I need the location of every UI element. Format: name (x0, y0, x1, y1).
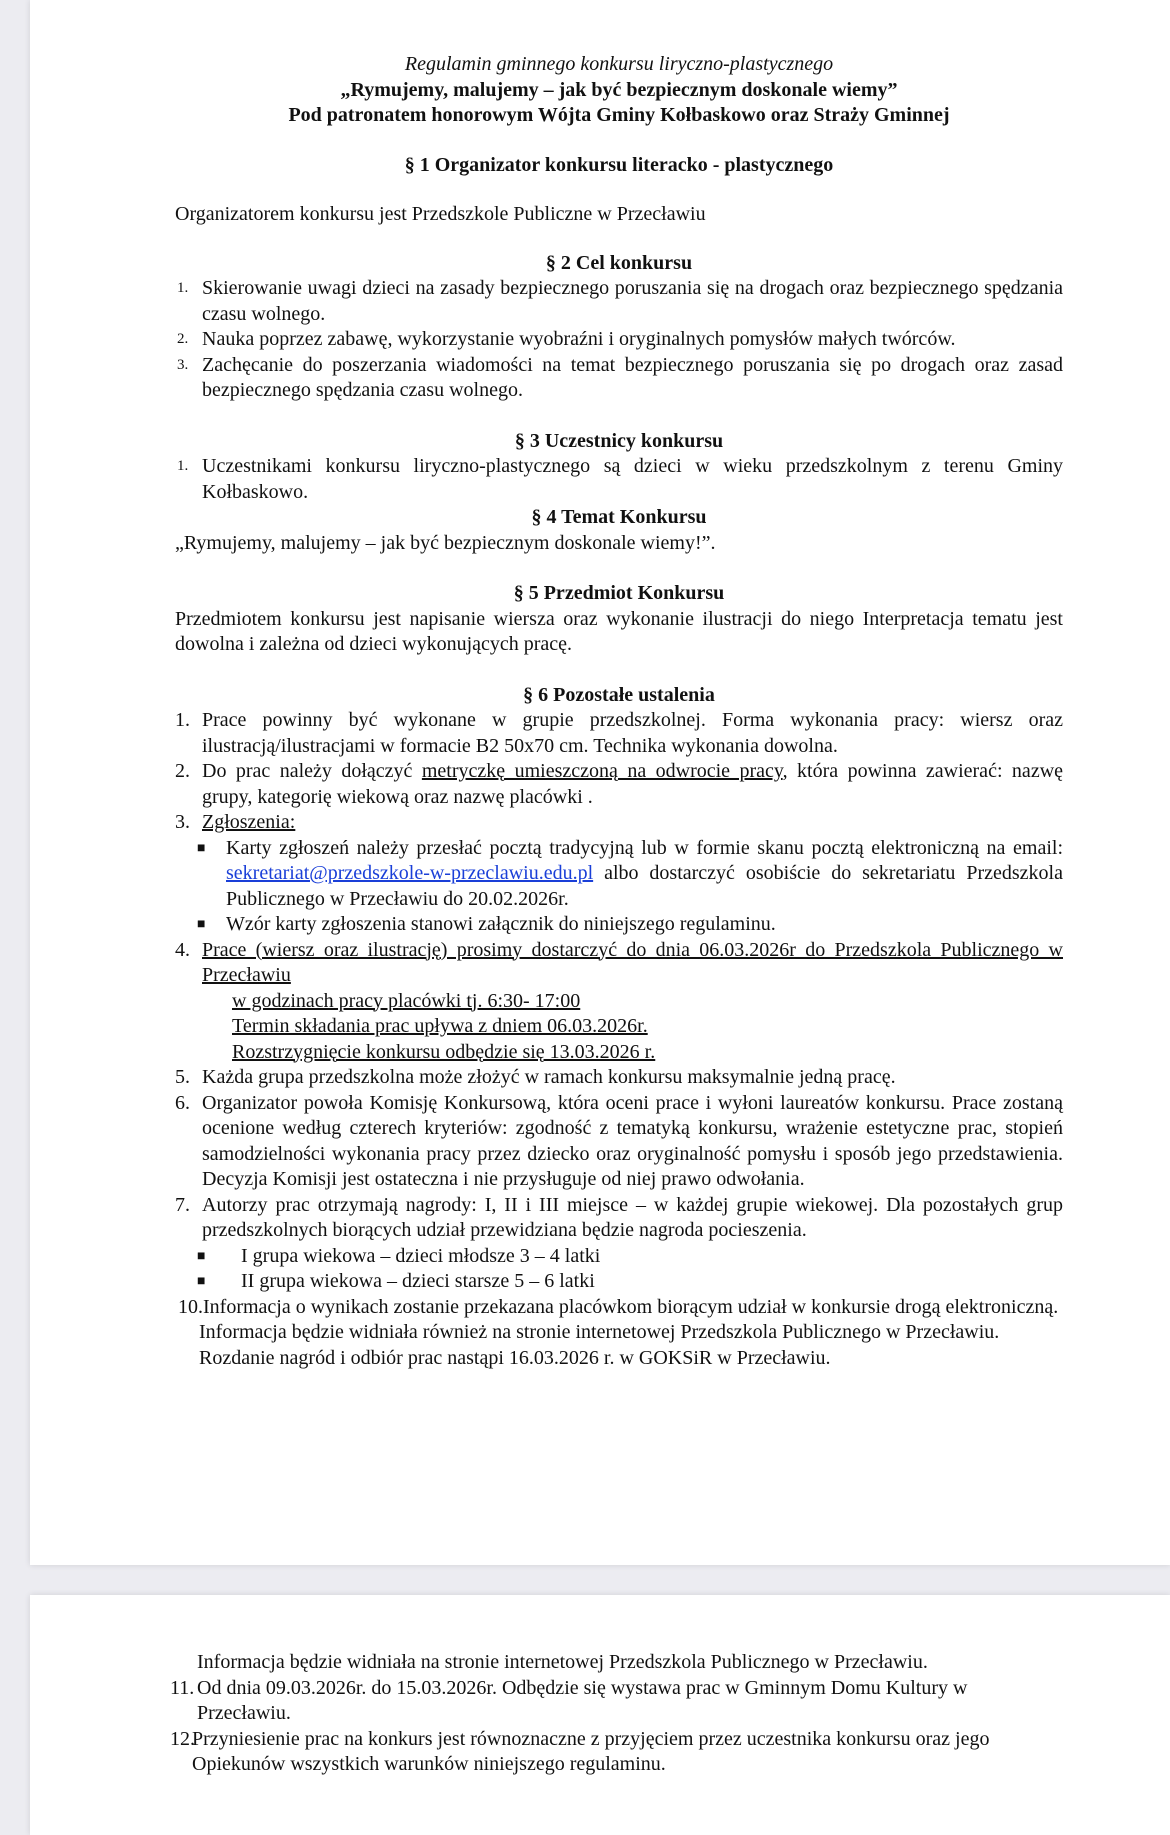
list-item: 12. Przyniesienie prac na konkurs jest równoznaczne z przyjęciem przez uczestnika konkursu oraz jego Opiekunów wszystkich warunków niniejszego regulaminu. (170, 1727, 990, 1775)
metryczka-underlined: metryczkę umieszczoną na odwrocie pracy (421, 760, 783, 782)
list-item: 2. Do prac należy dołączyć metryczkę umieszczoną na odwrocie pracy, która powinna zawierać: nazwę grupy, kategorię wiekową oraz nazwę placówki . (175, 760, 1064, 808)
document-page-2 (30, 1595, 1170, 1835)
document-page-1 (30, 0, 1170, 1565)
list-item: 2. Nauka poprzez zabawę, wykorzystanie wyobraźni i oryginalnych pomysłów małych twórców. (177, 328, 956, 350)
section-1-heading: § 1 Organizator konkursu literacko - plastycznego (404, 153, 834, 176)
contest-name: „Rymujemy, malujemy – jak być bezpiecznym doskonale wiemy” (340, 78, 898, 101)
bullet-icon: ■ (197, 1248, 206, 1264)
participants-list (175, 454, 1063, 505)
awards-ceremony-text: Rozdanie nagród i odbiór prac nastąpi 16.03.2026 r. w GOKSiR w Przecławiu. (199, 1346, 831, 1369)
bullet-item: ■ Wzór karty zgłoszenia stanowi załącznik do niniejszego regulaminu. (175, 912, 1063, 938)
page-2-content (170, 1650, 1058, 1778)
deadline-line: Termin składania prac upływa z dniem 06.03.2026r. (232, 1015, 648, 1037)
section-5-heading: § 5 Przedmiot Konkursu (513, 582, 725, 604)
email-link[interactable]: sekretariat@przedszkole-w-przeclawiu.edu.pl (226, 862, 594, 884)
list-item: 1. Uczestnikami konkursu liryczno-plastycznego są dzieci w wieku przedszkolnym z terenu Gminy Kołbaskowo. (177, 455, 1063, 503)
applications-label: Zgłoszenia: (202, 811, 296, 833)
list-item: 1. Skierowanie uwagi dzieci na zasady bezpiecznego poruszania się na drogach oraz bezpiecznego spędzania czasu wolnego. (177, 277, 1063, 325)
document-title: Regulamin gminnego konkursu liryczno-plastycznego (404, 53, 834, 75)
list-item: 6. Organizator powoła Komisję Konkursową, która oceni prace i wyłoni laureatów konkursu. Prace zostaną ocenione według czterech kryteriów: zgodność z tematyką konkursu, wrażenie estetyczne prac, stopień samodzielności wykonania pracy przez dziecko oraz oryginalność pomysłu i sposób jego przedstawienia. Decyzja Komisji jest ostateczna i nie przysługuje od niej prawo odwołania. (175, 1091, 1063, 1190)
bullet-item: ■ II grupa wiekowa – dzieci starsze 5 – 6 latki (175, 1269, 1063, 1295)
website-info-text: Informacja będzie widniała na stronie internetowej Przedszkola Publicznego w Przecławiu. (197, 1651, 928, 1673)
subject-text: Przedmiotem konkursu jest napisanie wiersza oraz wykonanie ilustracji do niego Interpretacja tematu jest dowolna i zależna od dzieci wykonujących pracę. (175, 607, 1063, 655)
bullet-icon: ■ (197, 1274, 206, 1289)
hours-line: w godzinach pracy placówki tj. 6:30- 17:00 (232, 989, 581, 1012)
goals-list (175, 276, 1063, 404)
bullet-icon: ■ (197, 840, 206, 856)
section-2-heading: § 2 Cel konkursu (545, 251, 693, 274)
bullet-item: ■ Karty zgłoszeń należy przesłać pocztą tradycyjną lub w formie skanu pocztą elektroniczną na email: sekretariat@przedszkole-w-przeclawiu.edu.pl albo dostarczyć osobiście do sekretariatu Przedszkola Publicznego w Przecławiu do 20.02.2026r. (197, 836, 1063, 910)
final-list (170, 1676, 1058, 1778)
section-3-heading: § 3 Uczestnicy konkursu (514, 429, 724, 452)
section-6-heading: § 6 Pozostałe ustalenia (523, 683, 715, 706)
list-item: 10. Informacja o wynikach zostanie przekazana placówkom biorącym udział w konkursie drogą elektroniczną. Informacja będzie widniała również na stronie internetowej Przedszkola Publicznego w Przecławiu. (178, 1295, 1059, 1343)
list-item: 7. Autorzy prac otrzymają nagrody: I, II i III miejsce – w każdej grupie wiekowej. Dla pozostałych grup przedszkolnych biorących udział przewidziana będzie nagroda pocieszenia. (175, 1193, 1063, 1241)
list-item: 11. Od dnia 09.03.2026r. do 15.03.2026r. Odbędzie się wystawa prac w Gminnym Domu Kultury w Przecławiu. (170, 1676, 968, 1724)
section-4-heading: § 4 Temat Konkursu (531, 506, 707, 528)
result-date-line: Rozstrzygnięcie konkursu odbędzie się 13.03.2026 r. (232, 1040, 656, 1063)
other-rules-list (175, 708, 1063, 1371)
bullet-icon: ■ (197, 917, 206, 932)
patronage-line: Pod patronatem honorowym Wójta Gminy Kołbaskowo oraz Straży Gminnej (288, 104, 950, 126)
theme-text: „Rymujemy, malujemy – jak być bezpiecznym doskonale wiemy!”. (175, 531, 716, 554)
list-item: 4. Prace (wiersz oraz ilustrację) prosimy dostarczyć do dnia 06.03.2026r do Przedszkola Publicznego w Przecławiu (175, 938, 1063, 986)
organizer-text: Organizatorem konkursu jest Przedszkole Publiczne w Przecławiu (175, 203, 706, 225)
bullet-item: ■ I grupa wiekowa – dzieci młodsze 3 – 4 latki (175, 1244, 1063, 1270)
list-item: 5. Każda grupa przedszkolna może złożyć w ramach konkursu maksymalnie jedną pracę. (175, 1066, 896, 1088)
list-item: 3. Zgłoszenia: (175, 811, 296, 833)
list-item: 3. Zachęcanie do poszerzania wiadomości na temat bezpiecznego poruszania się po drogach oraz zasad bezpiecznego spędzania czasu wolnego. (177, 353, 1063, 401)
list-item: 1. Prace powinny być wykonane w grupie przedszkolnej. Forma wykonania pracy: wiersz oraz ilustracją/ilustracjami w formacie B2 50x70 cm. Technika wykonania dowolna. (175, 709, 1063, 757)
page-1-content (175, 52, 1063, 1371)
